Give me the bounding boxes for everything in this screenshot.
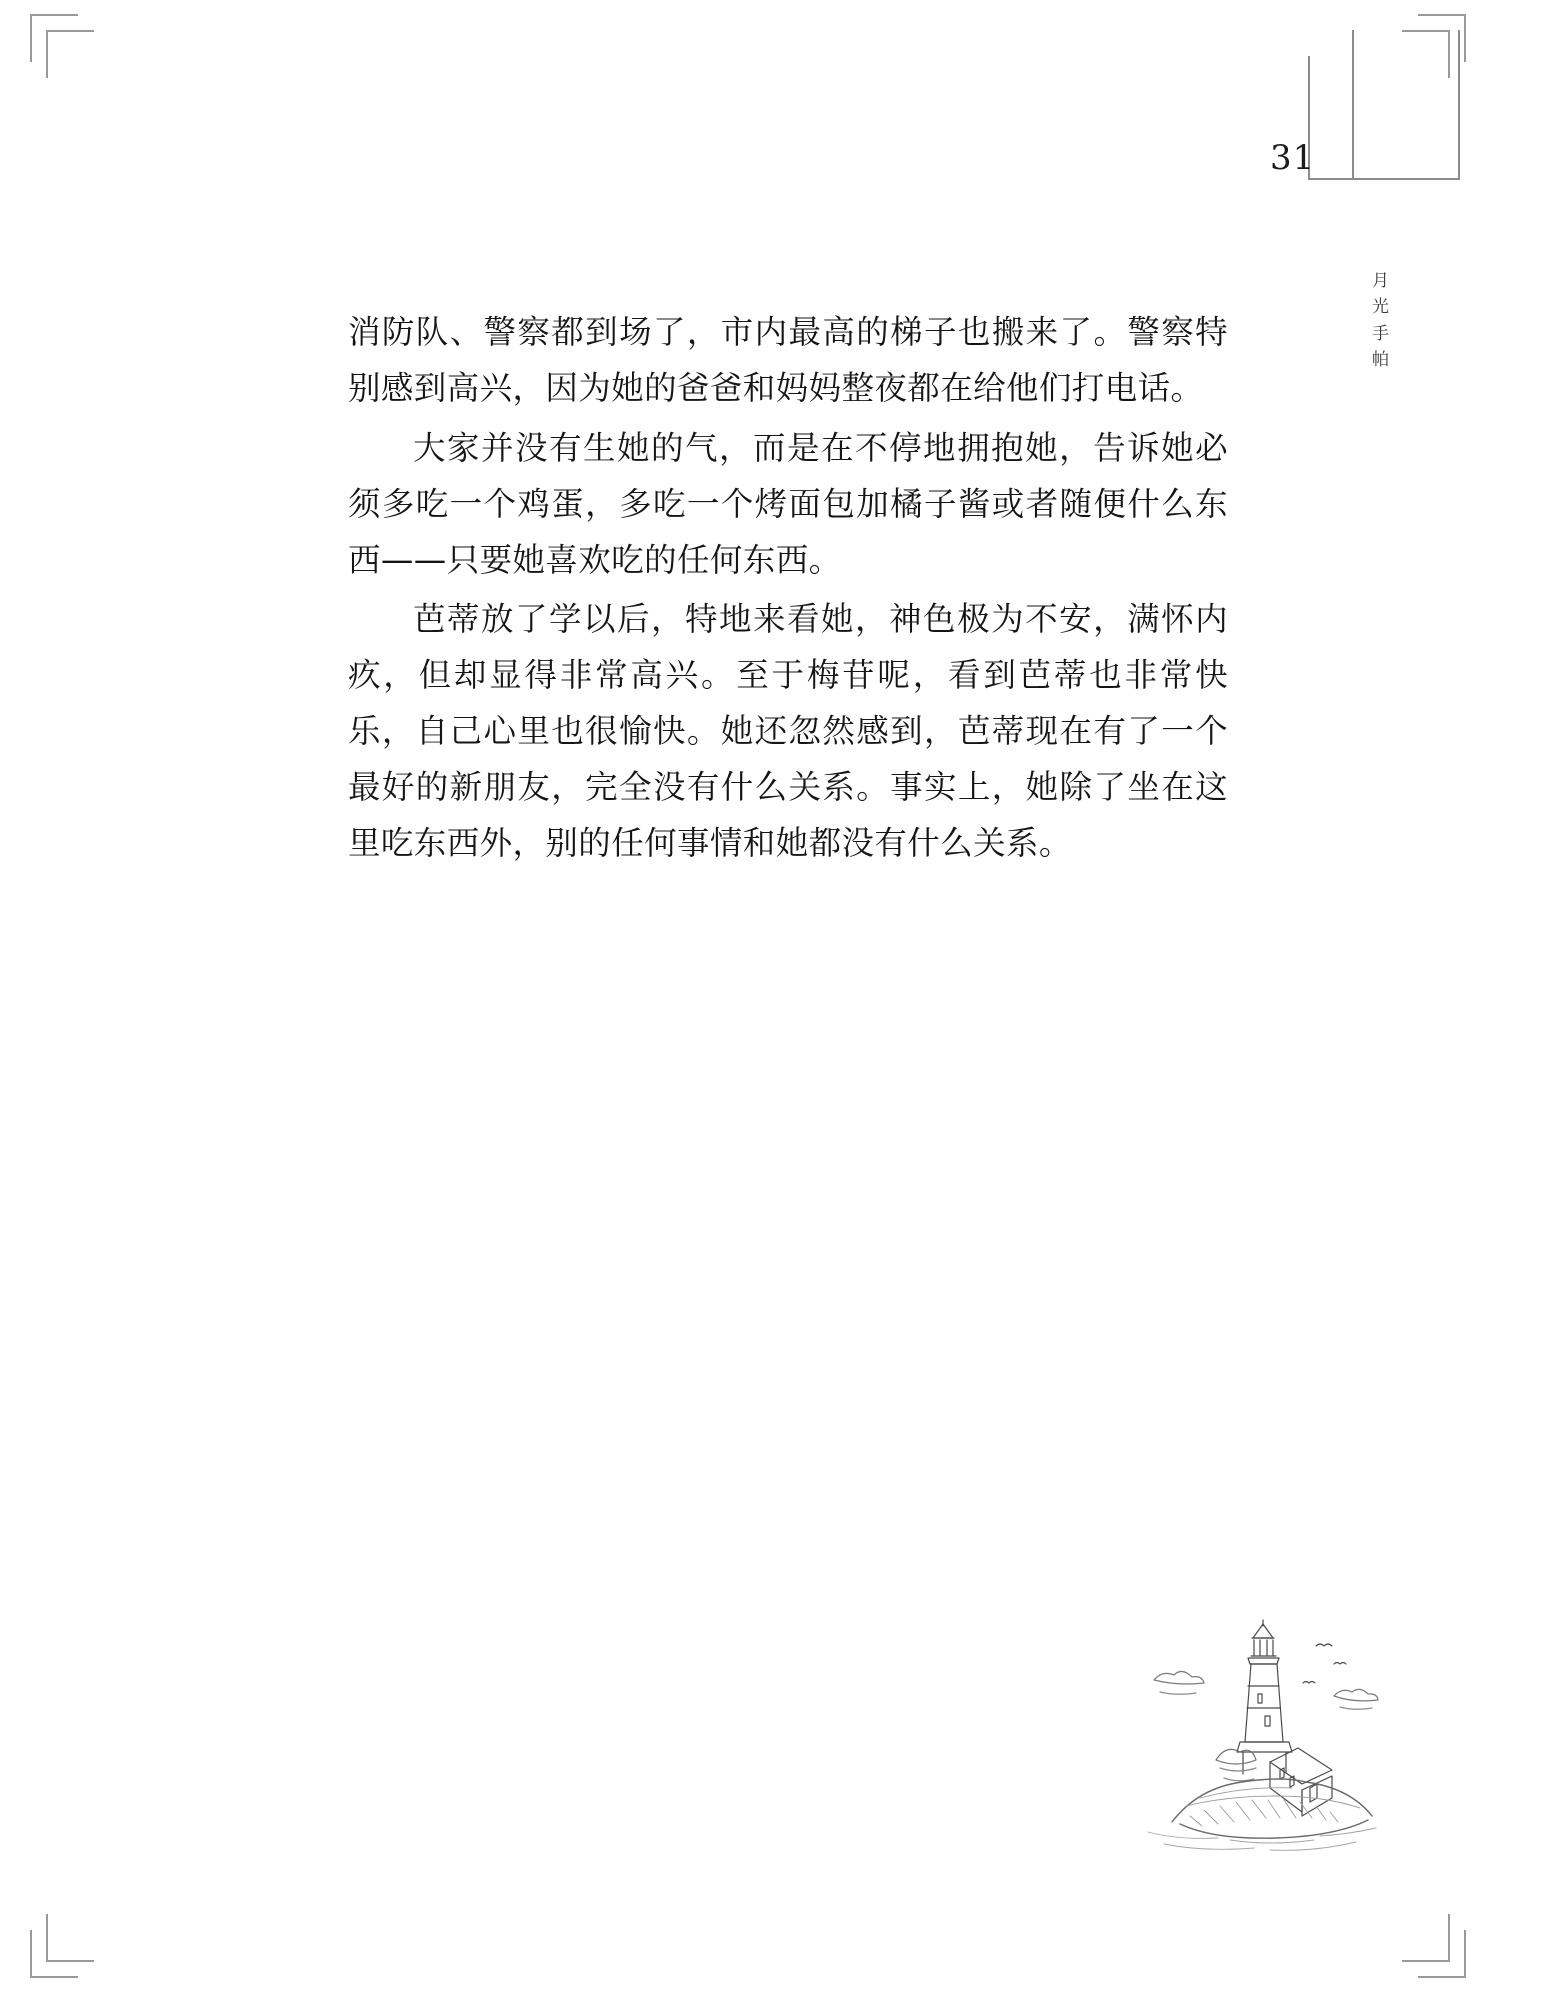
crop-mark-top-left-inner: [46, 30, 94, 78]
running-title-char-3: 手: [1372, 323, 1390, 344]
body-text-block: [348, 305, 1228, 876]
crop-mark-bottom-right-inner: [1402, 1914, 1450, 1962]
paragraph-3: 芭蒂放了学以后，特地来看她，神色极为不安，满怀内疚，但却显得非常高兴。至于梅苷呢，看到芭蒂也非常快乐，自己心里也很愉快。她还忽然感到，芭蒂现在有了一个最好的新朋友，完全没有什么关系。事实上，她除了坐在这里吃东西外，别的任何事情和她都没有什么关系。: [348, 600, 1228, 863]
running-title-char-2: 光: [1372, 297, 1390, 318]
paragraph-2: 大家并没有生她的气，而是在不停地拥抱她，告诉她必须多吃一个鸡蛋，多吃一个烤面包加橘子酱或者随便什么东西——只要她喜欢吃的任何东西。: [348, 428, 1228, 579]
page-number: 31: [1270, 138, 1316, 178]
running-title-char-4: 帕: [1372, 350, 1390, 371]
header-rule-vertical-right: [1458, 30, 1460, 180]
running-title: [1368, 268, 1394, 373]
crop-mark-bottom-left-inner: [46, 1914, 94, 1962]
paragraph-1: 消防队、警察都到场了，市内最高的梯子也搬来了。警察特别感到高兴，因为她的爸爸和妈妈整夜都在给他们打电话。: [348, 313, 1228, 407]
crop-mark-top-right-inner: [1402, 30, 1450, 78]
header-rule-horizontal: [1308, 178, 1460, 180]
running-title-char-1: 月: [1372, 271, 1390, 291]
lighthouse-icon: [1120, 1610, 1420, 1910]
header-rule-vertical-middle: [1352, 30, 1354, 180]
lighthouse-illustration: [1120, 1610, 1420, 1910]
